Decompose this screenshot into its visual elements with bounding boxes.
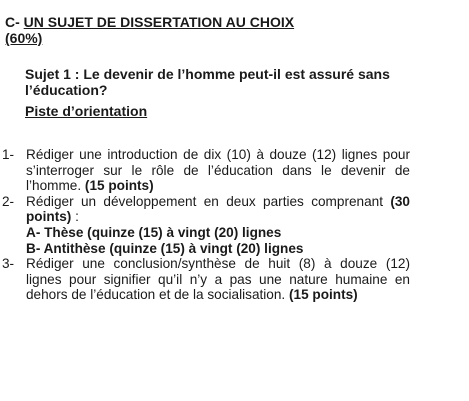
item-text: Rédiger une conclusion/synthèse de huit (8) à douze (12) lignes pour signifier qu’il n’y a pas une nature humaine en dehors de l’éducation et de la socialisation. xyxy=(26,256,410,303)
subject-title: Sujet 1 : Le devenir de l’homme peut-il est assuré sans l’éducation? xyxy=(25,66,390,98)
item-points: (15 points) xyxy=(84,178,154,194)
item-text: Rédiger un développement en deux parties comprenant xyxy=(26,193,391,209)
list-item xyxy=(2,194,410,225)
item-text-after: : xyxy=(71,209,79,225)
orientation-heading: Piste d’orientation xyxy=(25,103,148,119)
item-points: (30 points) xyxy=(26,193,410,225)
sub-item-thesis: A- Thèse (quinze (15) à vingt (20) lignes xyxy=(26,224,282,240)
item-text: Rédiger une introduction de dix (10) à douze (12) lignes pour s’interroger sur le rôle de l’éducation dans le devenir de l’homme. xyxy=(26,147,410,194)
list-item xyxy=(2,147,410,194)
instructions-list xyxy=(2,147,410,303)
item-number: 2- xyxy=(2,193,15,209)
section-letter: C- xyxy=(5,14,24,30)
section-heading xyxy=(5,14,460,46)
list-item xyxy=(2,256,410,303)
section-weight: (60%) xyxy=(5,30,43,46)
section-title: UN SUJET DE DISSERTATION AU CHOIX xyxy=(23,14,295,30)
item-number: 3- xyxy=(2,256,15,272)
item-points: (15 points) xyxy=(288,287,358,303)
sub-item-antithesis: B- Antithèse (quinze (15) à vingt (20) lignes xyxy=(26,240,304,256)
item-number: 1- xyxy=(2,147,15,162)
